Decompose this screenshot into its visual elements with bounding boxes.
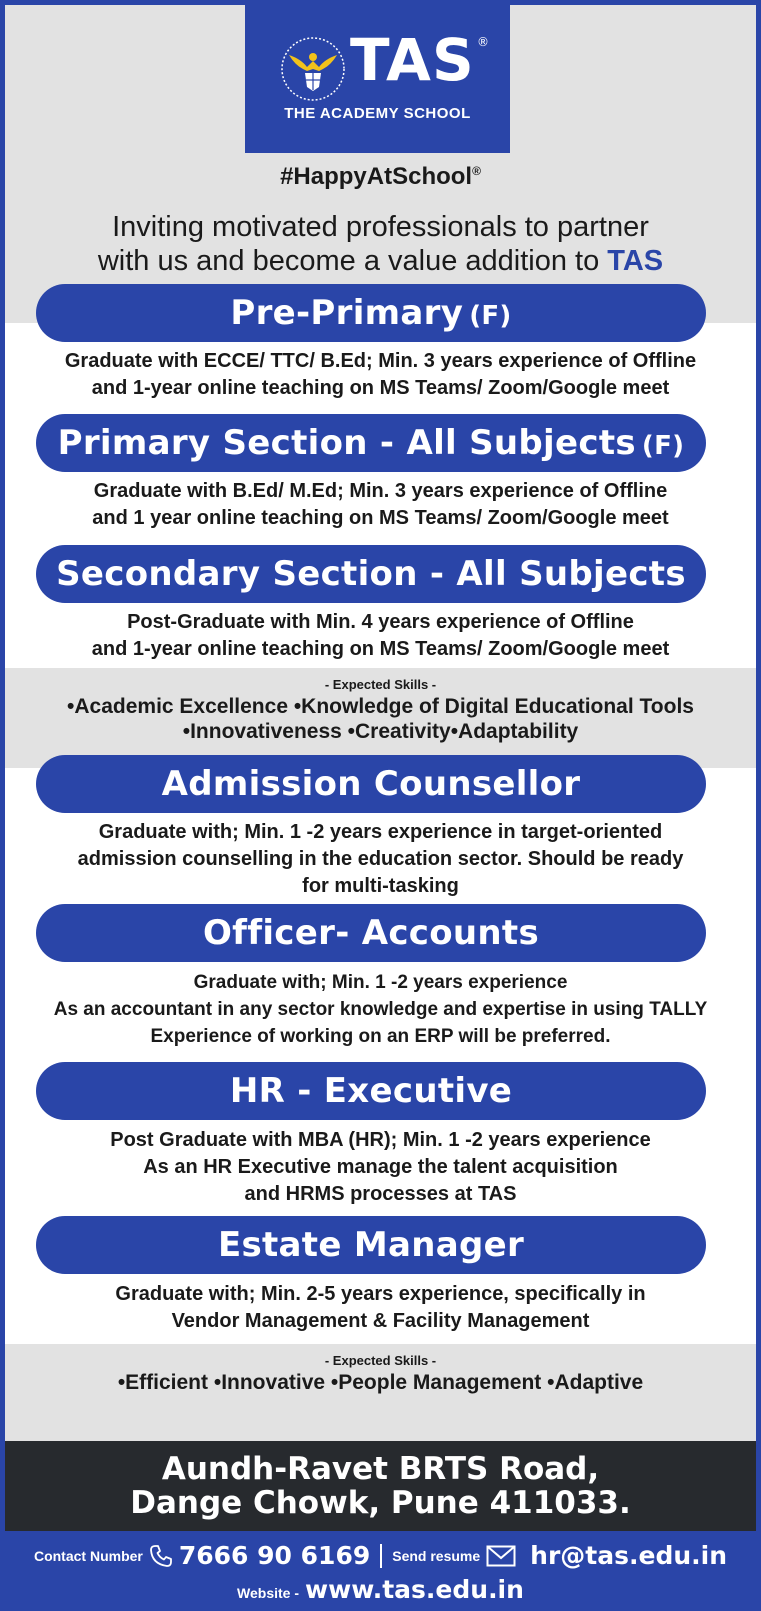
position-title-text: Pre-Primary <box>230 293 464 333</box>
send-resume-label: Send resume <box>392 1547 481 1564</box>
position-title-admission-counsellor <box>36 755 706 813</box>
desc-line: As an accountant in any sector knowledge and expertise in using TALLY <box>53 999 708 1020</box>
desc-line: Post-Graduate with Min. 4 years experience of Offline <box>127 611 634 633</box>
hashtag-registered-mark: ® <box>472 164 481 178</box>
logo-wordmark: TAS <box>350 26 475 94</box>
desc-line: Graduate with B.Ed/ M.Ed; Min. 3 years experience of Offline <box>93 480 668 502</box>
position-desc-hr-executive <box>5 1127 756 1208</box>
desc-line: Graduate with; Min. 2-5 years experience, specifically in <box>115 1283 646 1305</box>
contact-number-label: Contact Number <box>33 1547 143 1564</box>
website-row <box>5 1575 756 1604</box>
contact-row <box>5 1541 756 1570</box>
position-desc-primary <box>5 478 756 532</box>
address-line-1: Aundh-Ravet BRTS Road, <box>161 1451 600 1487</box>
position-title-text: Admission Counsellor <box>161 764 581 804</box>
desc-line: Post Graduate with MBA (HR); Min. 1 -2 years experience <box>110 1129 651 1151</box>
desc-line: Experience of working on an ERP will be preferred. <box>150 1026 611 1047</box>
website-link[interactable]: www.tas.edu.in <box>305 1575 524 1604</box>
registered-mark: ® <box>477 35 489 49</box>
desc-line: for multi-tasking <box>302 875 459 897</box>
position-tag: (F) <box>469 301 512 331</box>
eagle-emblem-icon <box>279 35 347 103</box>
position-title-text: Estate Manager <box>217 1225 525 1265</box>
skills-line: •Efficient •Innovative •People Management •Adaptive <box>117 1371 644 1394</box>
expected-skills-estate <box>5 1344 756 1441</box>
position-tag: (F) <box>641 431 685 461</box>
intro-line-2 <box>5 244 756 278</box>
hashtag-text: #HappyAtSchool <box>280 163 473 190</box>
position-title-primary <box>36 414 706 472</box>
desc-line: and 1 year online teaching on MS Teams/ Zoom/Google meet <box>92 507 669 529</box>
contact-phone-number[interactable]: 7666 90 6169 <box>178 1541 371 1570</box>
desc-line: and 1-year online teaching on MS Teams/ Zoom/Google meet <box>91 377 670 399</box>
position-desc-pre-primary <box>5 348 756 402</box>
phone-icon <box>149 1544 173 1568</box>
position-desc-officer-accounts <box>5 969 756 1050</box>
expected-skills-teaching <box>5 668 756 768</box>
position-title-pre-primary <box>36 284 706 342</box>
position-title-secondary <box>36 545 706 603</box>
hashtag-tagline <box>5 163 756 191</box>
position-desc-estate-manager <box>5 1281 756 1335</box>
skills-line: •Innovativeness •Creativity•Adaptability <box>182 720 579 743</box>
position-title-text: Primary Section - All Subjects <box>57 423 636 463</box>
contact-bar <box>5 1531 756 1606</box>
job-poster <box>5 5 756 1606</box>
address-block <box>5 1441 756 1531</box>
desc-line: Vendor Management & Facility Management <box>171 1310 590 1332</box>
desc-line: and 1-year online teaching on MS Teams/ Zoom/Google meet <box>91 638 670 660</box>
desc-line: Graduate with ECCE/ TTC/ B.Ed; Min. 3 years experience of Offline <box>64 350 697 372</box>
intro-text <box>5 210 756 278</box>
desc-line: Graduate with; Min. 1 -2 years experience in target-oriented <box>98 821 663 843</box>
skills-heading: - Expected Skills - <box>324 677 437 692</box>
contact-divider <box>380 1544 382 1568</box>
intro-line-1: Inviting motivated professionals to partner <box>112 211 649 243</box>
position-title-text: Officer- Accounts <box>202 913 540 953</box>
position-title-hr-executive <box>36 1062 706 1120</box>
desc-line: and HRMS processes at TAS <box>244 1183 517 1205</box>
position-title-text: Secondary Section - All Subjects <box>56 554 686 594</box>
position-title-text: HR - Executive <box>229 1071 513 1111</box>
skills-heading: - Expected Skills - <box>324 1353 437 1368</box>
desc-line: admission counselling in the education sector. Should be ready <box>77 848 684 870</box>
position-desc-secondary <box>5 609 756 663</box>
website-label: Website - <box>237 1585 300 1601</box>
school-logo <box>245 5 510 153</box>
desc-line: As an HR Executive manage the talent acquisition <box>143 1156 618 1178</box>
logo-subtitle: THE ACADEMY SCHOOL <box>284 105 471 122</box>
mail-icon <box>486 1545 516 1567</box>
intro-line-2-text: with us and become a value addition to <box>97 245 600 277</box>
contact-email[interactable]: hr@tas.edu.in <box>530 1541 728 1570</box>
intro-brand: TAS <box>607 245 664 277</box>
position-desc-admission-counsellor <box>5 819 756 900</box>
position-title-officer-accounts <box>36 904 706 962</box>
desc-line: Graduate with; Min. 1 -2 years experience <box>193 972 568 993</box>
position-title-estate-manager <box>36 1216 706 1274</box>
skills-line: •Academic Excellence •Knowledge of Digital Educational Tools <box>67 695 694 718</box>
address-line-2: Dange Chowk, Pune 411033. <box>130 1485 631 1521</box>
